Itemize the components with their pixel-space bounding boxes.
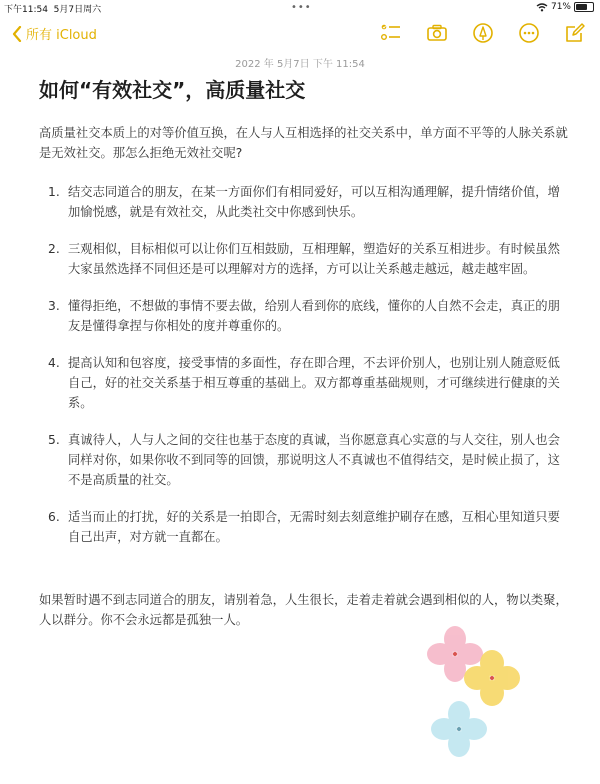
yellow-flower-sticker-icon <box>462 648 522 708</box>
list-item[interactable] <box>48 430 568 490</box>
list-item[interactable] <box>48 507 568 547</box>
note-outro[interactable]: 如果暂时遇不到志同道合的朋友，请别着急，人生很长，走着走着就会遇到相似的人，物以类聚，人以群分。你不会永远都是孤独一人。 <box>39 593 568 627</box>
status-bar <box>0 0 600 16</box>
list-item-number: 3. <box>48 299 60 313</box>
more-icon[interactable] <box>518 22 540 44</box>
chevron-left-icon <box>12 26 22 42</box>
toolbar <box>380 22 586 44</box>
battery-icon <box>574 2 594 12</box>
status-right <box>536 2 594 12</box>
status-time-date <box>4 2 101 15</box>
status-time: 下午11:54 <box>4 5 48 15</box>
status-date: 5月7日周六 <box>53 5 102 15</box>
list-item-text: 真诚待人，人与人之间的交往也基于态度的真诚，当你愿意真心实意的与人交往，别人也会同样对你，如果你收不到同等的回馈，那说明这人不真诚也不值得结交，是时候止损了，这不是高质量的社交。 <box>68 433 560 487</box>
blue-flower-sticker-icon <box>430 700 488 758</box>
list-item[interactable] <box>48 353 568 413</box>
note-list <box>48 182 568 564</box>
markup-pen-icon[interactable] <box>472 22 494 44</box>
list-item-number: 6. <box>48 510 60 524</box>
note-timestamp: 2022 年 5月7日 下午 11:54 <box>235 59 365 70</box>
list-item[interactable] <box>48 239 568 279</box>
back-button-label: 所有 iCloud <box>26 28 97 43</box>
note-intro[interactable]: 高质量社交本质上的对等价值互换，在人与人互相选择的社交关系中，单方面不平等的人脉关系就是无效社交。那怎么拒绝无效社交呢? <box>39 126 568 160</box>
list-item-text: 提高认知和包容度，接受事情的多面性，存在即合理，不去评价别人，也别让别人随意贬低自己，好的社交关系基于相互尊重的基础上。双方都尊重基础规则，才可继续进行健康的关系。 <box>68 356 560 410</box>
list-item-number: 5. <box>48 433 60 447</box>
battery-percent: 71% <box>550 2 571 12</box>
back-button[interactable] <box>12 24 97 43</box>
list-item-number: 4. <box>48 356 60 370</box>
nav-bar <box>0 22 600 50</box>
wifi-icon <box>536 3 548 12</box>
note-title[interactable]: 如何“有效社交”，高质量社交 <box>39 78 306 102</box>
list-item[interactable] <box>48 182 568 222</box>
list-item-number: 1. <box>48 185 60 199</box>
list-item-text: 三观相似，目标相似可以让你们互相鼓励，互相理解，塑造好的关系互相进步。有时候虽然大家虽然选择不同但还是可以理解对方的选择，方可以让关系越走越远，越走越牢固。 <box>68 242 560 276</box>
checklist-icon[interactable] <box>380 22 402 44</box>
list-item-text: 结交志同道合的朋友，在某一方面你们有相同爱好，可以互相沟通理解，提升情绪价值，增加愉悦感，就是有效社交，从此类社交中你感到快乐。 <box>68 185 560 219</box>
multitask-dots-icon[interactable]: ••• <box>291 2 312 13</box>
camera-icon[interactable] <box>426 22 448 44</box>
list-item[interactable] <box>48 296 568 336</box>
list-item-text: 适当而止的打扰，好的关系是一拍即合，无需时刻去刻意维护刷存在感，互相心里知道只要自己出声，对方就一直都在。 <box>68 510 560 544</box>
list-item-number: 2. <box>48 242 60 256</box>
compose-icon[interactable] <box>564 22 586 44</box>
list-item-text: 懂得拒绝，不想做的事情不要去做，给别人看到你的底线，懂你的人自然不会走，真正的朋友是懂得拿捏与你相处的度并尊重你的。 <box>68 299 560 333</box>
